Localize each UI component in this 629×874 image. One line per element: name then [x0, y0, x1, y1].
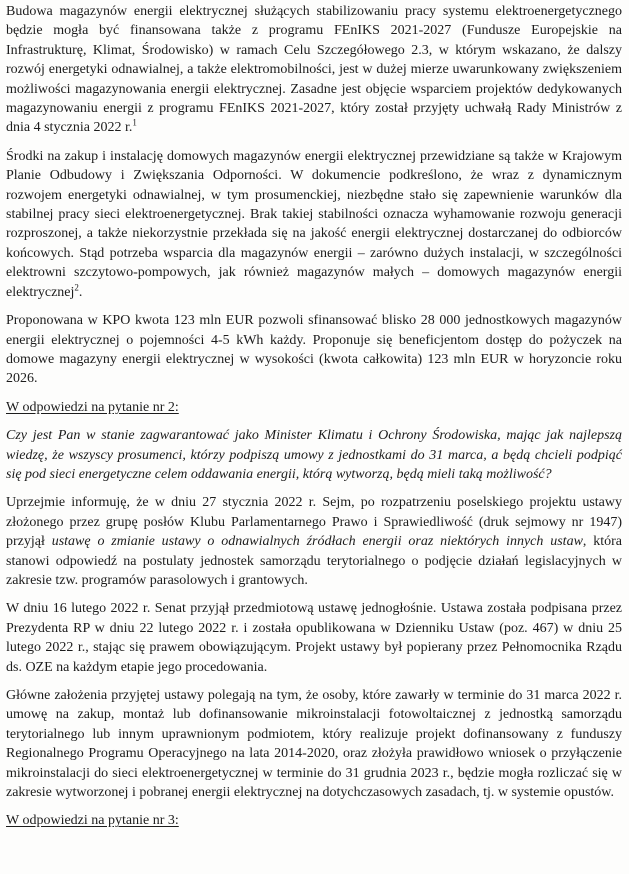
paragraph-senat-president [6, 599, 622, 677]
question-text: Czy jest Pan w stanie zagwarantować jako Minister Klimatu i Ochrony Środowiska, mając jak najlepszą wiedzę, że wszyscy prosumenci, którzy podpiszą umowy z jednostkami do 31 marca, a będą chcieli podpiąć się pod sieci energetyczne celem oddawania energii, którą wytworzą, będą mieli taką możliwość? [6, 428, 622, 482]
paragraph-feniks-funding [6, 2, 622, 138]
paragraph-text: Proponowana w KPO kwota 123 mln EUR pozwoli sfinansować blisko 28 000 jednostkowych magazynów energii elektrycznej o pojemności 4-5 kWh każdy. Proponuje się beneficjentom dostęp do pożyczek na domowe magazyny energii elektrycznej w wysokości (kwota całkowita) 123 mln EUR w horyzoncie roku 2026. [6, 313, 622, 387]
paragraph-text: W dniu 16 lutego 2022 r. Senat przyjął przedmiotową ustawę jednogłośnie. Ustawa została podpisana przez Prezydenta RP w dniu 22 lutego 2022 r. i została opublikowana w Dzienniku Ustaw (poz. 467) w dniu 25 lutego 2022 r., stając się prawem obowiązującym. Projekt ustawy był popierany przez Pełnomocnika Rządu ds. OZE na każdym etapie jego procedowania. [6, 601, 622, 675]
paragraph-text: Budowa magazynów energii elektrycznej służących stabilizowaniu pracy systemu elektroenergetycznego będzie mogła być finansowana także z programu FEnIKS 2021-2027 (Fundusze Europejskie na Infrastrukturę, Klimat, Środowisko) w ramach Celu Szczegółowego 2.3, w którym wskazano, że dalszy rozwój energetyki odnawialnej, a także elektromobilności, jest w dużej mierze uwarunkowany zwiększeniem możliwości magazynowania energii elektrycznej. Zasadne jest objęcie wsparciem projektów dedykowanych magazynowaniu energii z programu FEnIKS 2021-2027, który został przyjęty uchwałą Rady Ministrów z dnia 4 stycznia 2022 r. [6, 4, 622, 136]
paragraph-text: Uprzejmie informuję, że w dniu 27 stycznia 2022 r. Sejm, po rozpatrzeniu poselskiego projektu ustawy złożonego przez grupę posłów Klubu Parlamentarnego Prawo i Sprawiedliwość (druk sejmowy nr 1947) przyjął [6, 495, 622, 550]
paragraph-text: Główne założenia przyjętej ustawy polegają na tym, że osoby, które zawarły w terminie do 31 marca 2022 r. umowę na zakup, montaż lub dofinansowanie mikroinstalacji fotowoltaicznej z jednostką samorządu terytorialnego lub innym uprawnionym podmiotem, który realizuje projekt dofinansowany z funduszy Regionalnego Programu Operacyjnego na lata 2014-2020, oraz złożyła prawidłowo wniosek o przyłączenie mikroinstalacji do sieci elektroenergetycznej w terminie do 31 grudnia 2023 r., będzie mogła rozliczać się w zakresie wytworzonej i pobranej energii elektrycznej na dotychczasowych zasadach, tj. w systemie opustów. [6, 688, 622, 801]
heading-text: W odpowiedzi na pytanie nr 2: [6, 399, 179, 415]
heading-answer-question-2 [6, 398, 622, 417]
footnote-ref-2: 2 [74, 282, 79, 293]
paragraph-question-2 [6, 426, 622, 484]
paragraph-text: . [78, 284, 83, 300]
heading-text: W odpowiedzi na pytanie nr 3: [6, 813, 179, 829]
heading-answer-question-3 [6, 811, 622, 830]
act-title-italic: ustawę o zmianie ustawy o odnawialnych źródłach energii oraz niektórych innych ustaw [51, 534, 583, 550]
paragraph-text: Środki na zakup i instalację domowych magazynów energii elektrycznej przewidziane są także w Krajowym Planie Odbudowy i Zwiększania Odporności. W dokumencie podkreślono, że wraz z dynamicznym rozwojem energetyki odnawialnej, w tym prosumenckiej, niezbędne stało się zapewnienie warunków dla stabilnej pracy sieci elektroenergetycznej. Brak takiej stabilności oznacza wyhamowanie rozwoju generacji rozproszonej, a także niekorzystnie przekłada się na jakość energii elektrycznej dostarczanej do odbiorców końcowych. Stąd potrzeba wsparcia dla magazynów energii – zarówno dużych instalacji, w szczególności elektrowni szczytowo-pompowych, jak również magazynów małych – domowych magazynów energii elektrycznej [6, 148, 622, 300]
paragraph-sejm-act [6, 493, 622, 590]
paragraph-kpo-amount [6, 311, 622, 389]
paragraph-text: , która stanowi odpowiedź na postulaty jednostek samorządu terytorialnego o podjęcie działań legislacyjnych w zakresie tzw. programów parasolowych i grantowych. [6, 534, 623, 588]
footnote-ref-1: 1 [132, 117, 137, 128]
paragraph-act-main-assumptions [6, 686, 622, 802]
paragraph-kpo-home-storage [6, 147, 622, 302]
